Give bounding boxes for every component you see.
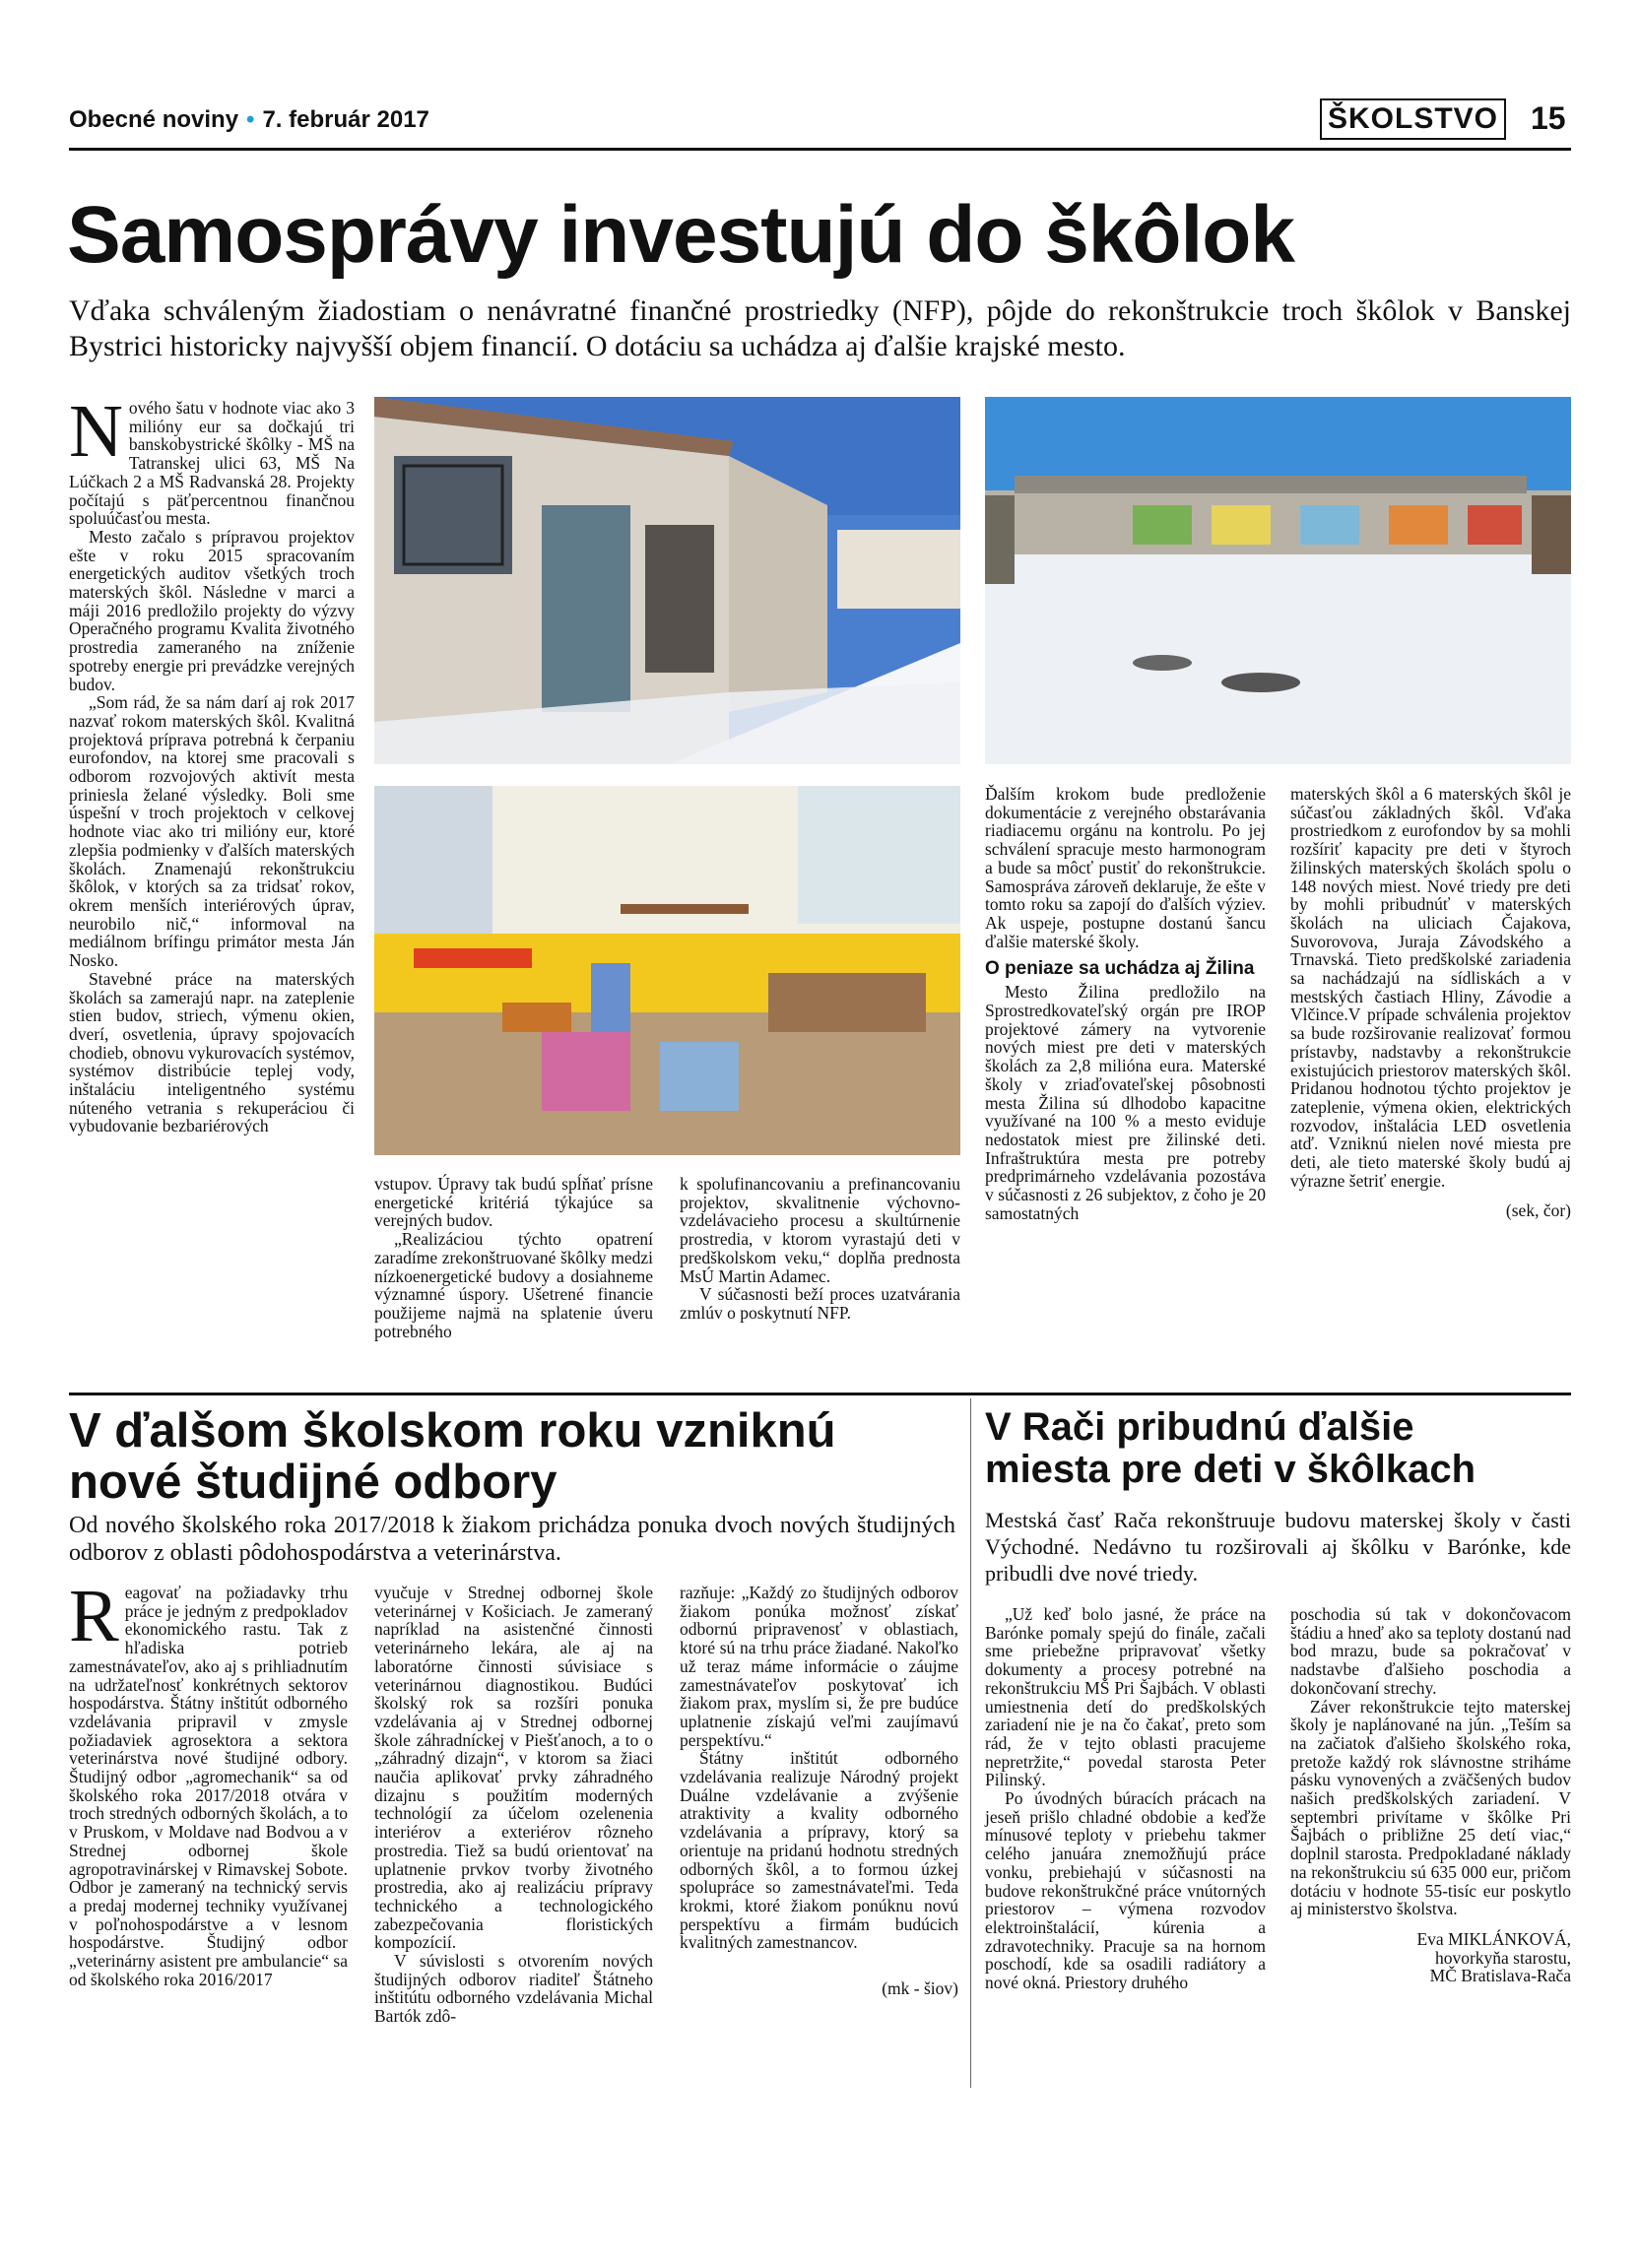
paper-name: Obecné noviny bbox=[69, 106, 239, 133]
dropcap: R bbox=[69, 1575, 119, 1657]
article2-lead: Od nového školského roka 2017/2018 k žiakom prichádza ponuka dvoch nových študijných odborov z oblasti pôdohospodárstva a veterinárstva. bbox=[69, 1513, 955, 1566]
article2-signature: (mk - šiov) bbox=[882, 1978, 958, 1999]
article2-col3: razňuje: „Každý zo študijných odborov žiakom ponúka možnosť získať odbornú pripravenosť v oblastiach, ktoré sú na trhu práce žiadané. Nakoľko už teraz máme informácie o záujme zamestnávateľov poskytovať ich žiakom prax, myslím si, že pre budúce uplatnenie získajú veľmi zaujímavú perspektívu.“ Štátny inštitút odborného vzdelávania realizuje Národný projekt Duálne vzdelávanie a zvýšenie atraktivity a kvality odborného vzdelávania a prípravy, ktorý sa orientuje na pridanú hodnotu stredných odborných škôl, a to formou úzkej spolupráce so zamestnávateľmi. Teda krokmi, ktoré žiakom ponúknu novú perspektívu a firmám budúcich kvalitných zamestnancov. (mk - šiov) bbox=[680, 1583, 958, 1999]
photo-classroom bbox=[374, 786, 960, 1155]
separator-dot: • bbox=[246, 106, 255, 133]
article1-col2: vstupov. Úpravy tak budú spĺňať prísne energetické kritériá týkajúce sa verejných budov. „Realizáciou týchto opatrení zaradíme zrekonštruované škôlky medzi nízkoenergetické budovy a dosiahneme významné úspory. Ušetrené financie použijeme najmä na splatenie úveru potrebného bbox=[374, 1174, 653, 1341]
article3-col2: poschodia sú tak v dokončovacom štádiu a hneď ako sa teploty dostanú nad bod mrazu, bude sa pokračovať v nadstavbe ďalšieho poschodia a dokončovaní strechy. Záver rekonštrukcie tejto materskej školy je naplánované na jún. „Teším sa na začiatok ďalšieho školského roka, pretože každý rok slávnostne striháme pásku vynovených a zväčšených budov našich predškolských zariadení. V septembri privítame v škôlke Pri Šajbách o približne 25 detí viac,“ doplnil starosta. Predpokladané náklady na rekonštrukciu sú 635 000 eur, pričom dotáciu v hodnote 55-tisíc eur poskytlo aj ministerstvo školstva. Eva MIKLÁNKOVÁ, hovorkyňa starostu, MČ Bratislava-Rača bbox=[1290, 1604, 1571, 1986]
article1-title: Samosprávy investujú do škôlok bbox=[67, 190, 1294, 280]
subheading-zilina: O peniaze sa uchádza aj Žilina bbox=[985, 958, 1255, 980]
article2-title: V ďalšom školskom roku vzniknú nové študijné odbory bbox=[69, 1404, 836, 1509]
article3-col1: „Už keď bolo jasné, že práce na Barónke pomaly spejú do finále, začali sme priebežne pripravovať všetky dokumenty a procesy potrebné na rekonštrukciu MŠ Pri Šajbách. V oblasti umiestnenia detí do predškolských zariadení nie je na čo čakať, preto som rád, že v tejto oblasti pracujeme nepretržite,“ povedal starosta Peter Pilinský. Po úvodných búracích prácach na jeseň prišlo chladné obdobie a keďže mínusové teploty v priebehu takmer celého januára znemožňujú práce vonku, prebiehajú v súčasnosti na budove rekonštrukčné práce vnútorných priestorov – výmena rozvodov elektroinštalácií, kúrenia a zdravotechniky. Pracuje sa na hornom poschodí, kde sa osadili radiátory a nové okná. Priestory druhého bbox=[985, 1604, 1266, 1993]
article1-lead: Vďaka schváleným žiadostiam o nenávratné finančné prostriedky (NFP), pôjde do rekonštrukcie troch škôlok v Banskej Bystrici historicky najvyšší objem financií. O dotáciu sa uchádza aj ďalšie krajské mesto. bbox=[69, 294, 1571, 362]
article3-lead: Mestská časť Rača rekonštruuje budovu materskej školy v časti Východné. Nedávno tu rozširovali aj škôlku v Barónke, kde pribudli dve nové triedy. bbox=[985, 1508, 1571, 1586]
issue-date: 7. február 2017 bbox=[262, 106, 429, 133]
page-number: 15 bbox=[1531, 100, 1566, 136]
photo-kindergarten-exterior bbox=[374, 397, 960, 764]
photo-kindergarten-courtyard bbox=[985, 397, 1571, 764]
article2-col2: vyučuje v Strednej odbornej škole veterinárnej v Košiciach. Je zameraný napríklad na asistenčné činnosti veterinárneho lekára, ale aj na laboratórne činnosti súvisiace s veterinárnou diagnostikou. Budúci školský rok sa rozšíri ponuka vzdelávania aj v Strednej odbornej škole záhradníckej v Piešťanoch, a to o „záhradný dizajn“, v ktorom sa žiaci naučia aplikovať prvky záhradného dizajnu s použitím moderných technológií za účelom ozelenenia interiérov a exteriérov rôzneho prostredia. Tiež sa budú orientovať na uplatnenie prvkov tvorby životného prostredia, ako aj realizáciu prípravy technického a technologického zabezpečovania floristických kompozícií. V súvislosti s otvorením nových študijných odborov riaditeľ Štátneho inštitútu odborného vzdelávania Michal Bartók zdô- bbox=[374, 1583, 653, 2027]
article3-signature: Eva MIKLÁNKOVÁ, hovorkyňa starostu, MČ Bratislava-Rača bbox=[1416, 1928, 1571, 1986]
article1-col5: materských škôl a 6 materských škôl je súčasťou základných škôl. Vďaka prostriedkom z eurofondov by sa mohli rozšíriť kapacity pre deti v štyroch žilinských materských školách spolu o 148 nových miest. Nové triedy pre deti by mohli pribudnúť v materských školách na uliciach Čajakova, Suvorovova, Juraja Závodského a Trnavská. Tieto predškolské zariadenia sa nachádzajú na sídliskách a v mestských častiach Hliny, Závodie a Vlčince.V prípade schválenia projektov sa bude rozširovanie realizovať formou prístavby, nadstavby a rekonštrukcie existujúcich priestorov materských škôl. Pridanou hodnotou týchto projektov je zateplenie, výmena okien, elektrických rozvodov, inštalácia LED osvetlenia atď. Vzniknú nielen nové miesta pre deti, ale tieto materské školy budú aj výrazne šetriť energie. (sek, čor) bbox=[1290, 784, 1571, 1221]
column-divider bbox=[970, 1398, 971, 2088]
dropcap: N bbox=[69, 390, 123, 473]
article1-signature: (sek, čor) bbox=[1505, 1200, 1571, 1221]
article2-col1: Reagovať na požiadavky trhu práce je jedným z predpokladov ekonomického rastu. Tak z hľadiska potrieb zamestnávateľov, ako aj s prihliadnutím na udržateľnosť konkrétnych sektorov hospodárstva. Štátny inštitút odborného vzdelávania pripravil v zmysle požiadaviek agrosektora a sektora veterinárstva nové študijné odbory. Študijný odbor „agromechanik“ sa od školského roka 2017/2018 otvára v troch stredných odborných školách, a to v Pruskom, v Moldave nad Bodvou a v Strednej odbornej škole agropotravinárskej v Rimavskej Sobote. Odbor je zameraný na technický servis a predaj modernej techniky využívanej v poľnohospodárstve a v lesnom hospodárstve. Študijný odbor „veterinárny asistent pre ambulancie“ sa od školského roka 2016/2017 bbox=[69, 1575, 348, 1989]
section-rule bbox=[69, 1393, 1571, 1395]
article1-col3: k spolufinancovaniu a prefinancovaniu projektov, skvalitnenie výchovno-vzdelávacieho procesu a skultúrnenie prostredia, v ktorom vyrastajú deti v predškolskom veku,“ doplňa prednosta MsÚ Martin Adamec. V súčasnosti beží proces uzatvárania zmlúv o poskytnutí NFP. bbox=[680, 1174, 960, 1323]
section-label: ŠKOLSTVO bbox=[1320, 98, 1506, 140]
header-rule bbox=[69, 148, 1571, 151]
article3-title: V Rači pribudnú ďalšie miesta pre deti v škôlkach bbox=[985, 1405, 1476, 1491]
article1-col1: Nového šatu v hodnote viac ako 3 milióny eur sa dočkajú tri banskobystrické škôlky - MŠ na Tatranskej ulici 63, MŠ Na Lúčkach 2 a MŠ Radvanská 28. Projekty počítajú s päťpercentnou finančnou spoluúčasťou mesta. Mesto začalo s prípravou projektov ešte v roku 2015 spracovaním energetických auditov všetkých troch materských škôl. Následne v marci a máji 2016 predložilo projekty do výzvy Operačného programu Kvalita životného prostredia zameraného na zníženie spotreby energie pri prevádzke verejných budov. „Som rád, že sa nám darí aj rok 2017 nazvať rokom materských škôl. Kvalitná projektová príprava potrebná k čerpaniu eurofondov, na ktorej sme pracovali s odborom rozvojových aktivít mesta priniesla želané výsledky. Boli sme úspešní v troch projektoch v celkovej hodnote viac ako tri milióny eur, ktoré zlepšia podmienky v ďalších materských školách. Znamenajú rekonštrukciu škôlok, v ktorých sa za tridsať rokov, okrem menších interiérových úprav, neurobilo nič,“ informoval na mediálnom brífingu primátor mesta Ján Nosko. Stavebné práce na materských školách sa zamerajú napr. na zateplenie stien budov, striech, výmenu okien, dverí, osvetlenia, úpravy spojovacích chodieb, obnovu vykurovacích systémov, systémov distribúcie teplej vody, inštaláciu inteligentného systému núteného vetrania s rekuperáciou či vybudovanie bezbariérových bbox=[69, 390, 355, 1136]
article1-col4: Ďalším krokom bude predloženie dokumentácie z verejného obstarávania riadiacemu orgánu na kontrolu. Po jej schválení spracuje mesto harmonogram a bude sa môcť pustiť do rekonštrukcie. Samospráva zároveň deklaruje, že ešte v tomto roku sa zapojí do ďalších výziev. Ak uspeje, postupne dostanú šancu ďalšie materské školy. O peniaze sa uchádza aj Žilina Mesto Žilina predložilo na Sprostredkovateľský orgán pre IROP projektové zámery na vytvorenie nových miest pre deti v materských školách za 2,8 milióna eura. Materské školy v zriaďovateľskej pôsobnosti mesta Žilina sú dlhodobo kapacitne využívané na 100 % a mesto eviduje nedostatok miest pre žilinské deti. Infraštruktúra mesta pre potreby predprimárneho vzdelávania pozostáva v súčasnosti z 26 subjektov, z čoho je 20 samostatných bbox=[985, 784, 1266, 1223]
masthead bbox=[69, 106, 429, 134]
